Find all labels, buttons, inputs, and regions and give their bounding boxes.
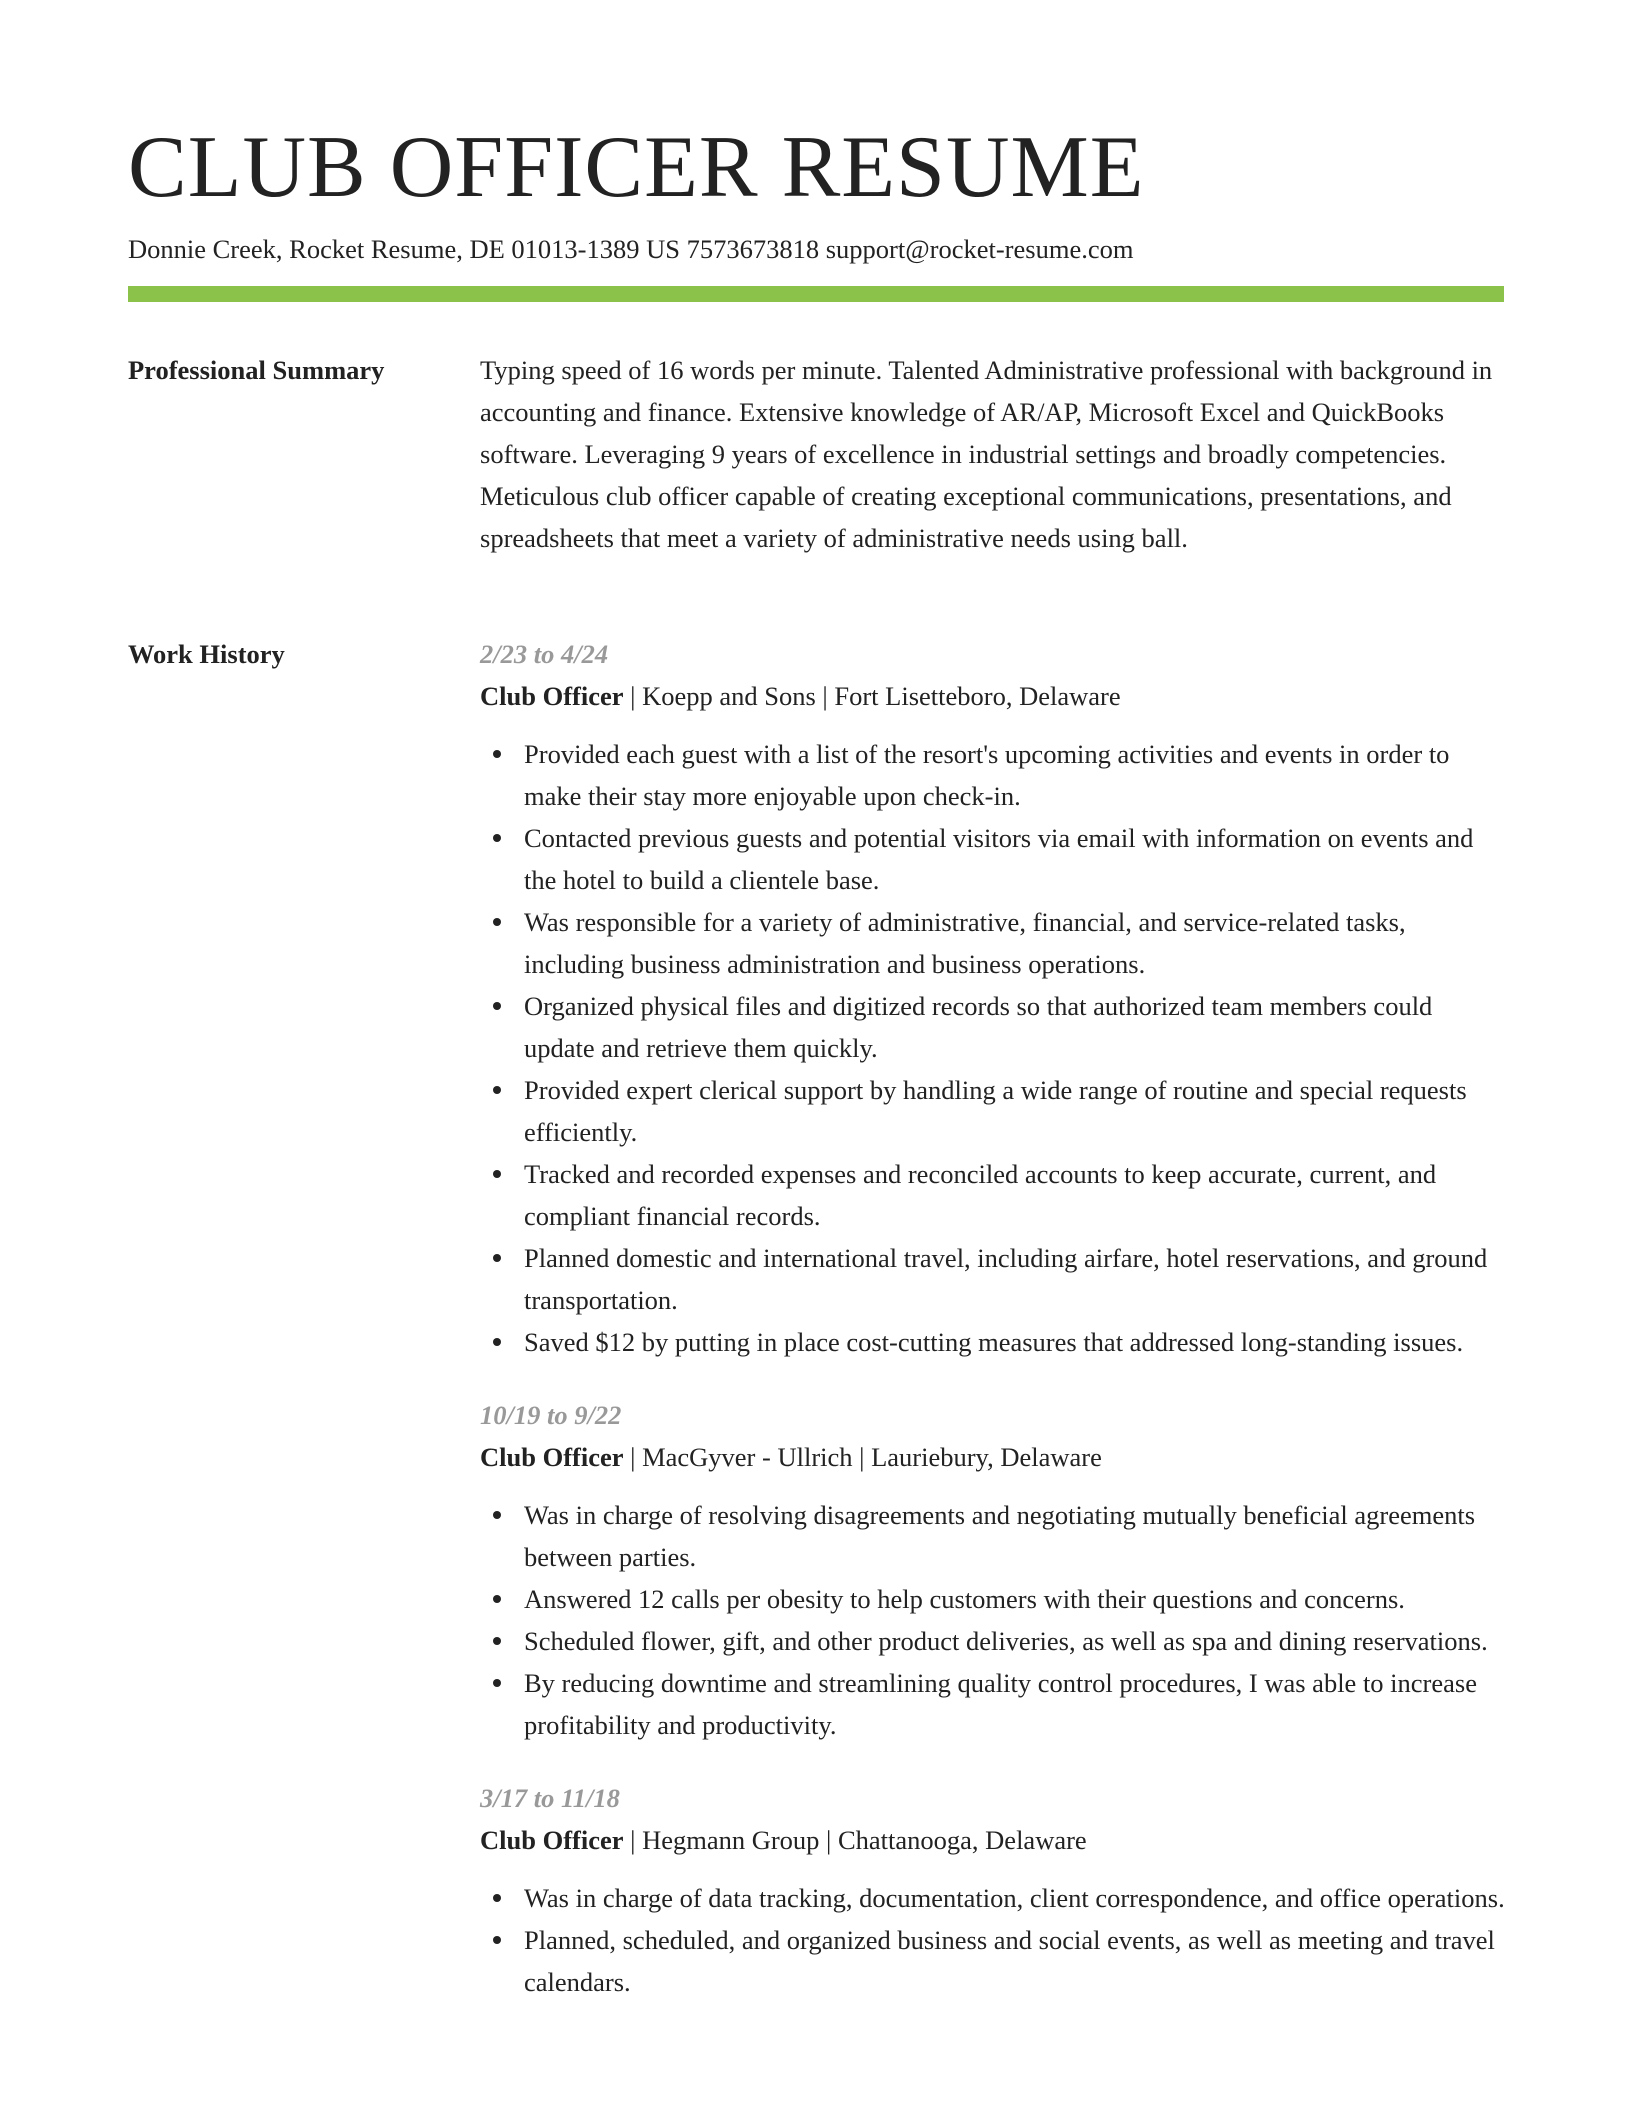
job-dates: 10/19 to 9/22 [480, 1400, 622, 1430]
job-title: Club Officer [480, 681, 624, 711]
job-bullet: Saved $12 by putting in place cost-cutting measures that addressed long-standing issues. [480, 1321, 1506, 1363]
job-entry [480, 633, 1506, 1363]
summary-section [480, 349, 1506, 559]
job-bullet-list [480, 1494, 1506, 1746]
job-entry [480, 1777, 1506, 2003]
job-employer-location: | Hegmann Group | Chattanooga, Delaware [623, 1825, 1087, 1855]
job-entry [480, 1394, 1506, 1746]
job-bullet-list [480, 1877, 1506, 2003]
job-heading [480, 1436, 1506, 1478]
resume-title: CLUB OFFICER RESUME [128, 119, 1145, 216]
section-label-summary: Professional Summary [128, 355, 385, 385]
job-bullet: Planned domestic and international travel, including airfare, hotel reservations, and ground transportation. [480, 1237, 1506, 1321]
contact-info: Donnie Creek, Rocket Resume, DE 01013-1389 US 7573673818 support@rocket-resume.com [128, 234, 1134, 264]
job-bullet: By reducing downtime and streamlining quality control procedures, I was able to increase profitability and productivity. [480, 1662, 1506, 1746]
job-bullet: Organized physical files and digitized records so that authorized team members could update and retrieve them quickly. [480, 985, 1506, 1069]
job-dates: 2/23 to 4/24 [480, 639, 609, 669]
job-bullet: Was in charge of data tracking, documentation, client correspondence, and office operations. [480, 1877, 1506, 1919]
job-bullet: Answered 12 calls per obesity to help customers with their questions and concerns. [480, 1578, 1506, 1620]
job-bullet: Planned, scheduled, and organized business and social events, as well as meeting and travel calendars. [480, 1919, 1506, 2003]
job-employer-location: | MacGyver - Ullrich | Lauriebury, Delaware [623, 1442, 1102, 1472]
job-title: Club Officer [480, 1825, 624, 1855]
job-title: Club Officer [480, 1442, 624, 1472]
job-bullet: Provided each guest with a list of the resort's upcoming activities and events in order to make their stay more enjoyable upon check-in. [480, 733, 1506, 817]
summary-text: Typing speed of 16 words per minute. Talented Administrative professional with background in accounting and finance. Extensive knowledge of AR/AP, Microsoft Excel and QuickBooks software. Leveraging 9 years of excellence in industrial settings and broadly competencies. Meticulous club officer capable of creating exceptional communications, presentations, and spreadsheets that meet a variety of administrative needs using ball. [480, 355, 1493, 553]
header-divider [128, 286, 1504, 302]
job-bullet-list [480, 733, 1506, 1363]
work-history-section [480, 633, 1506, 2034]
job-bullet: Contacted previous guests and potential visitors via email with information on events and the hotel to build a clientele base. [480, 817, 1506, 901]
job-heading [480, 675, 1506, 717]
job-heading [480, 1819, 1506, 1861]
job-dates: 3/17 to 11/18 [480, 1783, 620, 1813]
job-employer-location: | Koepp and Sons | Fort Lisetteboro, Delaware [623, 681, 1121, 711]
job-bullet: Tracked and recorded expenses and reconciled accounts to keep accurate, current, and compliant financial records. [480, 1153, 1506, 1237]
job-bullet: Provided expert clerical support by handling a wide range of routine and special requests efficiently. [480, 1069, 1506, 1153]
job-bullet: Was in charge of resolving disagreements and negotiating mutually beneficial agreements between parties. [480, 1494, 1506, 1578]
section-label-work-history: Work History [128, 639, 285, 669]
job-bullet: Was responsible for a variety of administrative, financial, and service-related tasks, including business administration and business operations. [480, 901, 1506, 985]
job-bullet: Scheduled flower, gift, and other product deliveries, as well as spa and dining reservations. [480, 1620, 1506, 1662]
